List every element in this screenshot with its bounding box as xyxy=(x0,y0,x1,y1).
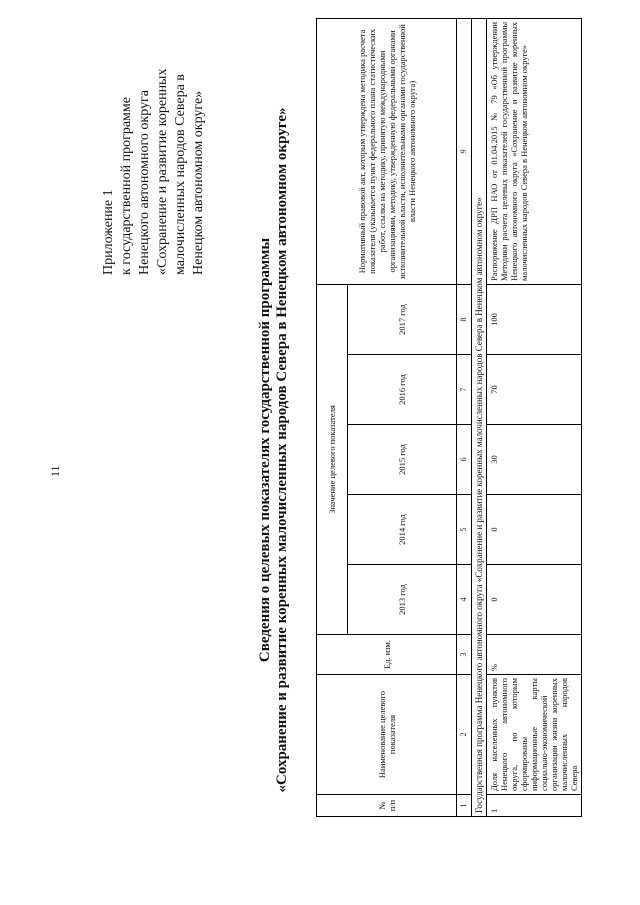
appendix-line: Ненецкого автономного округа xyxy=(137,90,152,275)
header-year: 2017 год xyxy=(348,284,457,354)
column-number: 2 xyxy=(457,675,472,795)
appendix-note xyxy=(100,5,208,275)
appendix-line: малочисленных народов Севера в xyxy=(173,74,188,275)
title-line: Сведения о целевых показателях государственной программы xyxy=(257,237,273,663)
header-indicator-name: Наименование целевого показателя xyxy=(317,675,457,795)
appendix-line: к государственной программе xyxy=(119,97,134,275)
appendix-line: «Сохранение и развитие коренных xyxy=(155,68,170,275)
row-value-2016: 70 xyxy=(487,355,582,425)
row-value-2014: 0 xyxy=(487,495,582,565)
header-year: 2015 год xyxy=(348,425,457,495)
row-value-2013: 0 xyxy=(487,565,582,635)
column-number: 3 xyxy=(457,635,472,675)
page-number: 11 xyxy=(48,465,62,477)
row-normative-act: Распоряжение ДРП НАО от 01.04.2015 № 79 «Об утверждении Методики расчета целевых показателей государственной программы Ненецкого автономного округа «Сохранение и развитие коренных малочисленных народов Севера в Ненецком автономном округе» xyxy=(487,18,582,284)
program-section-label: Государственная программа Ненецкого автономного округа «Сохранение и развитие коренных малочисленных народов Севера в Ненецком автономном округе» xyxy=(472,18,487,816)
column-number: 9 xyxy=(457,18,472,284)
header-unit: Ед. изм. xyxy=(317,635,457,675)
row-unit: % xyxy=(487,635,582,675)
program-section-row xyxy=(472,18,487,816)
column-number: 6 xyxy=(457,425,472,495)
header-num: № п/п xyxy=(317,795,457,817)
title-line: «Сохранение и развитие коренных малочисленных народов Севера в Ненецком автономном округе» xyxy=(274,107,290,793)
row-indicator-name: Доля населенных пунктов Ненецкого автономного округа, по которым сформированы информационные карты социально-экономической организации жизни коренных малочисленных народов Севера xyxy=(487,675,582,795)
row-value-2017: 100 xyxy=(487,284,582,354)
appendix-line: Приложение 1 xyxy=(101,189,116,275)
appendix-line: Ненецком автономном округе» xyxy=(191,90,206,275)
header-value-group: Значение целевого показателя xyxy=(317,284,348,634)
indicators-table xyxy=(316,18,582,817)
header-normative-act: Нормативный правовой акт, которым утверждена методика расчета показателя (указывается пункт федерального плана статистических работ, ссылка на методику, принятую международными организациями, методику, утвержденную федеральными органами исполнительной власти, исполнительными органами государственной власти Ненецкого автономного округа) xyxy=(317,18,457,284)
document-title xyxy=(257,55,291,845)
row-value-2015: 30 xyxy=(487,425,582,495)
column-number: 8 xyxy=(457,284,472,354)
column-numbers-row xyxy=(457,18,472,816)
column-number: 1 xyxy=(457,795,472,817)
header-year: 2014 год xyxy=(348,495,457,565)
column-number: 5 xyxy=(457,495,472,565)
table-row xyxy=(487,18,582,816)
header-year: 2013 год xyxy=(348,565,457,635)
row-num: 1 xyxy=(487,795,582,817)
header-year: 2016 год xyxy=(348,355,457,425)
column-number: 7 xyxy=(457,355,472,425)
column-number: 4 xyxy=(457,565,472,635)
